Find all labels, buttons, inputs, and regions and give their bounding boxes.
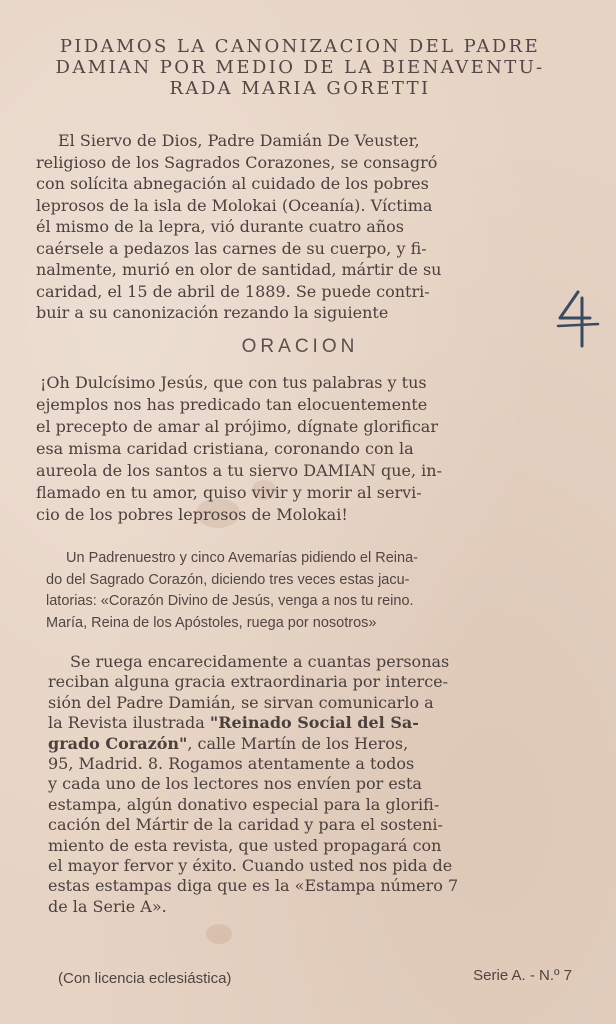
saint-name: DAMIAN xyxy=(303,461,376,480)
prayer-line: flamado en tu amor, quiso vivir y morir al servi- xyxy=(36,483,422,502)
intro-line: él mismo de la lepra, vió durante cuatro años xyxy=(36,217,404,236)
devotion-line: latorias: «Corazón Divino de Jesús, venga a nos tu reino. xyxy=(46,593,414,609)
request-line: miento de esta revista, que usted propagará con xyxy=(48,835,442,855)
prayer-line xyxy=(36,460,558,482)
request-line: de la Serie A». xyxy=(48,896,167,916)
card-title xyxy=(30,36,570,99)
prayer-line: el precepto de amar al prójimo, dígnate glorificar xyxy=(36,417,438,436)
prayer-heading: ORACION xyxy=(241,336,359,357)
intro-line: caérsele a pedazos las carnes de su cuerpo, y fi- xyxy=(36,238,427,258)
title-line: RADA MARIA GORETTI xyxy=(169,78,431,99)
intro-line: religioso de los Sagrados Corazones, se consagró xyxy=(36,152,438,172)
request-line: reciban alguna gracia extraordinaria por interce- xyxy=(48,672,449,692)
intro-paragraph xyxy=(36,130,558,324)
title-line: PIDAMOS LA CANONIZACION DEL PADRE xyxy=(59,36,541,57)
prayer-line: cio de los pobres leprosos de Molokai! xyxy=(36,505,348,524)
license-note: (Con licencia eclesiástica) xyxy=(58,970,232,987)
request-line: 95, Madrid. 8. Rogamos atentamente a todos xyxy=(48,754,415,774)
request-line xyxy=(48,734,572,754)
request-line: y cada uno de los lectores nos envíen por esta xyxy=(48,774,422,794)
intro-line: nalmente, murió en olor de santidad, mártir de su xyxy=(36,260,442,279)
prayer-line: esa misma caridad cristiana, coronando con la xyxy=(36,439,414,458)
devotion-line: do del Sagrado Corazón, diciendo tres veces estas jacu- xyxy=(46,571,410,588)
request-line: estampa, algún donativo especial para la glorifi- xyxy=(48,794,440,814)
title-line: DAMIAN POR MEDIO DE LA BIENAVENTU- xyxy=(55,57,545,78)
magazine-name: "Reinado Social del Sa- xyxy=(209,713,419,733)
devotion-paragraph xyxy=(46,548,566,634)
request-text: la Revista ilustrada xyxy=(48,713,210,733)
magazine-name: grado Corazón" xyxy=(48,733,188,753)
prayer-line: ¡Oh Dulcísimo Jesús, que con tus palabras y tus xyxy=(40,373,427,392)
devotion-line: María, Reina de los Apóstoles, ruega por nosotros» xyxy=(46,614,377,631)
intro-line: buir a su canonización rezando la siguiente xyxy=(36,303,389,322)
prayer-text: que, in- xyxy=(375,461,442,480)
request-line: el mayor fervor y éxito. Cuando usted nos pida de xyxy=(48,856,453,876)
intro-line: con solícita abnegación al cuidado de los pobres xyxy=(36,174,429,193)
prayer-paragraph xyxy=(36,372,558,526)
request-line: cación del Mártir de la caridad y para el sosteni- xyxy=(48,815,443,835)
request-line: sión del Padre Damián, se sirvan comunicarlo a xyxy=(48,692,434,712)
intro-line: El Siervo de Dios, Padre Damián De Veuster, xyxy=(58,131,420,150)
request-paragraph xyxy=(48,652,572,917)
request-line xyxy=(48,713,572,733)
intro-line: leprosos de la isla de Molokai (Oceanía). Víctima xyxy=(36,195,433,215)
prayer-text: aureola de los santos a tu siervo xyxy=(36,461,304,480)
prayer-line: ejemplos nos has predicado tan elocuentemente xyxy=(36,395,428,414)
intro-line: caridad, el 15 de abril de 1889. Se puede contri- xyxy=(36,281,430,301)
series-number: Serie A. - N.º 7 xyxy=(473,967,572,984)
request-text: , calle Martín de los Heros, xyxy=(187,733,409,753)
paper-stain xyxy=(206,924,232,944)
request-line: Se ruega encarecidamente a cuantas personas xyxy=(70,652,450,671)
devotion-line: Un Padrenuestro y cinco Avemarías pidiendo el Reina- xyxy=(66,550,418,566)
request-line: estas estampas diga que es la «Estampa número 7 xyxy=(48,876,459,896)
